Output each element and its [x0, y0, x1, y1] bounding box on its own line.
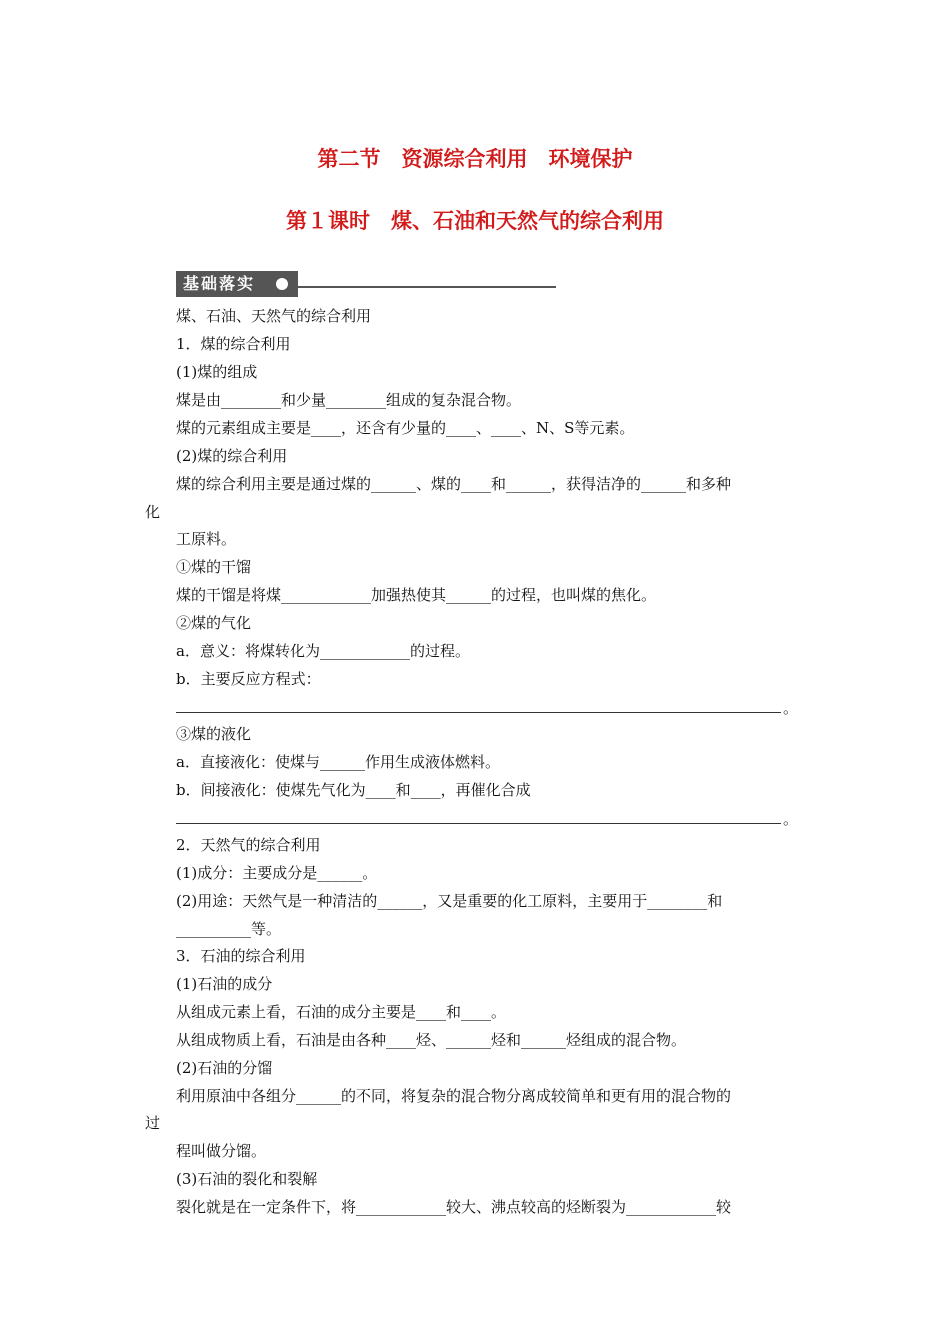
text-line: ①煤的干馏: [176, 558, 252, 576]
text-line: 裂化就是在一定条件下，将____________较大、沸点较高的烃断裂为____________较: [176, 1198, 732, 1216]
text-line: (2)用途：天然气是一种清洁的______，又是重要的化工原料，主要用于________和: [176, 892, 723, 910]
banner-label: 基础落实: [176, 271, 298, 297]
text-line: 煤、石油、天然气的综合利用: [176, 307, 372, 325]
text-line: a．直接液化：使煤与______作用生成液体燃料。: [176, 753, 500, 771]
text-line: b．主要反应方程式：: [176, 670, 321, 688]
section-title: 第二节 资源综合利用 环境保护: [317, 147, 633, 171]
text-line: 过: [145, 1114, 161, 1132]
text-line: 程叫做分馏。: [176, 1142, 267, 1160]
text-line: 。: [783, 699, 799, 717]
text-line: 从组成元素上看，石油的成分主要是____和____。: [176, 1003, 507, 1021]
answer-blank-line: [176, 712, 781, 713]
text-line: (1)煤的组成: [176, 363, 258, 381]
text-line: ②煤的气化: [176, 614, 252, 632]
text-line: a．意义：将煤转化为____________的过程。: [176, 642, 470, 660]
text-line: (1)石油的成分: [176, 975, 273, 993]
text-line: ③煤的液化: [176, 725, 252, 743]
text-line: 从组成物质上看，石油是由各种____烃、______烃和______烃组成的混合物。: [176, 1031, 687, 1049]
text-line: 2．天然气的综合利用: [176, 836, 321, 854]
text-line: 工原料。: [176, 530, 237, 548]
text-line: 煤的元素组成主要是____，还含有少量的____、____、N、S等元素。: [176, 419, 635, 437]
text-line: 煤的综合利用主要是通过煤的______、煤的____和______，获得洁净的______和多种: [176, 475, 732, 493]
text-line: 1．煤的综合利用: [176, 335, 291, 353]
lesson-title: 第１课时 煤、石油和天然气的综合利用: [286, 209, 664, 233]
section-banner: [176, 271, 556, 297]
text-line: (2)煤的综合利用: [176, 447, 288, 465]
answer-blank-line: [176, 823, 781, 824]
text-line: 煤的干馏是将煤____________加强热使其______的过程，也叫煤的焦化。: [176, 586, 657, 604]
text-line: (1)成分：主要成分是______。: [176, 864, 378, 882]
text-line: __________等。: [176, 920, 282, 938]
text-line: 3．石油的综合利用: [176, 947, 306, 965]
text-line: 煤是由________和少量________组成的复杂混合物。: [176, 391, 522, 409]
text-line: (3)石油的裂化和裂解: [176, 1170, 318, 1188]
text-line: 化: [145, 503, 161, 521]
text-line: 利用原油中各组分______的不同，将复杂的混合物分离成较简单和更有用的混合物的: [176, 1087, 732, 1105]
text-line: b．间接液化：使煤先气化为____和____，再催化合成: [176, 781, 531, 799]
banner-rule: [298, 286, 556, 288]
text-line: 。: [783, 810, 799, 828]
text-line: (2)石油的分馏: [176, 1059, 273, 1077]
bullet-icon: [276, 278, 288, 290]
